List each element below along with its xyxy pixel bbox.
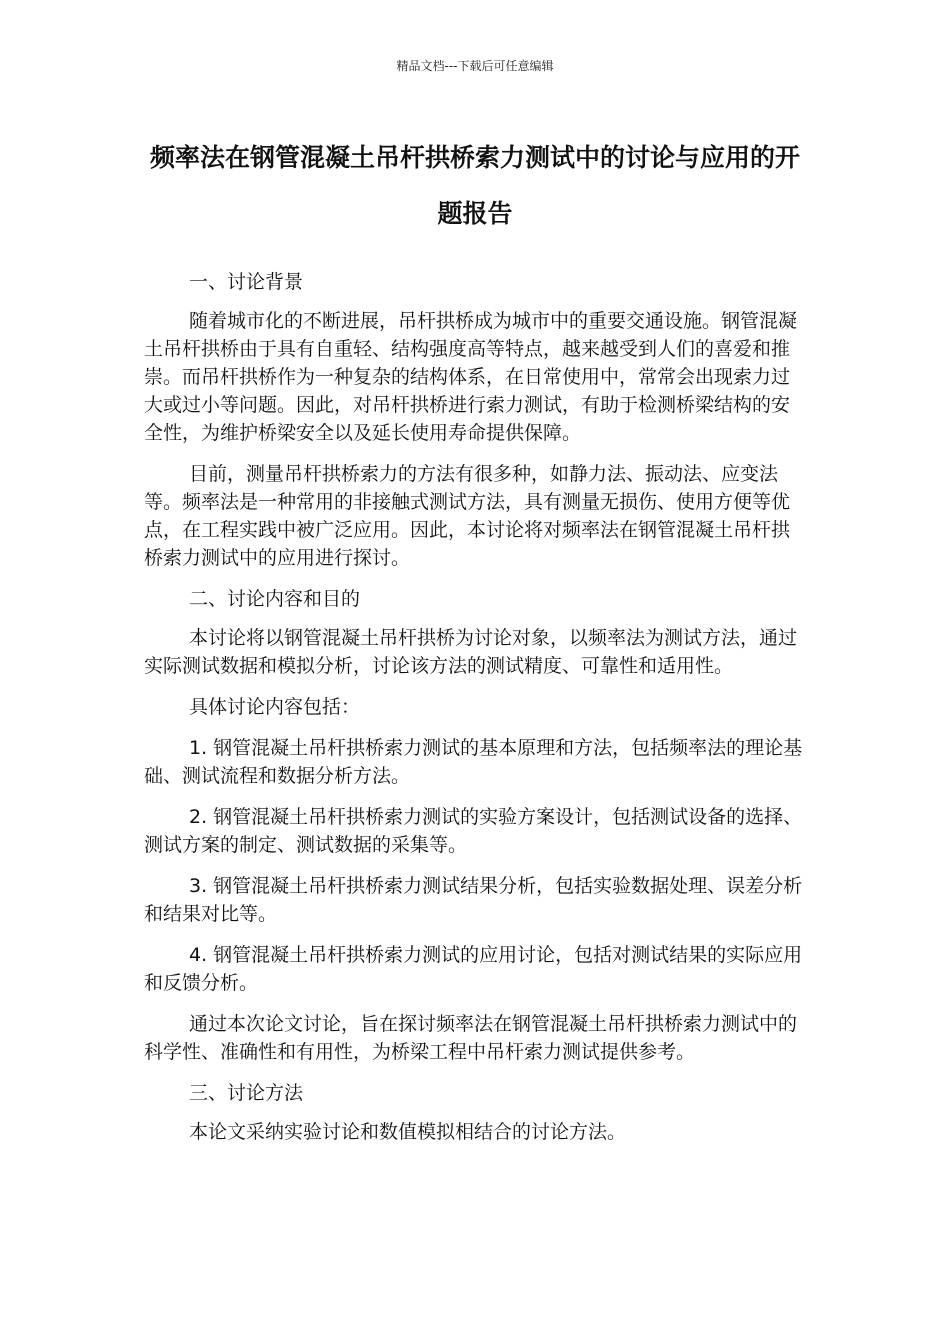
body-paragraph: 本论文采纳实验讨论和数值模拟相结合的讨论方法。 <box>189 1121 627 1143</box>
section-heading-method: 三、讨论方法 <box>189 1082 304 1104</box>
section-heading-content-purpose: 二、讨论内容和目的 <box>189 588 361 610</box>
list-item: 4. 钢管混凝土吊杆拱桥索力测试的应用讨论，包括对测试结果的实际应用和反馈分析。 <box>144 944 803 994</box>
header-note: 精品文档---下载后可任意编辑 <box>396 59 554 73</box>
list-item: 3. 钢管混凝土吊杆拱桥索力测试结果分析，包括实验数据处理、误差分析和结果对比等。 <box>144 875 803 925</box>
body-paragraph: 本讨论将以钢管混凝土吊杆拱桥为讨论对象，以频率法为测试方法，通过实际测试数据和模拟分析，讨论该方法的测试精度、可靠性和适用性。 <box>144 627 798 677</box>
body-paragraph: 通过本次论文讨论，旨在探讨频率法在钢管混凝土吊杆拱桥索力测试中的科学性、准确性和有用性，为桥梁工程中吊杆索力测试提供参考。 <box>144 1013 798 1063</box>
body-paragraph: 随着城市化的不断进展，吊杆拱桥成为城市中的重要交通设施。钢管混凝土吊杆拱桥由于具有自重轻、结构强度高等特点，越来越受到人们的喜爱和推崇。而吊杆拱桥作为一种复杂的结构体系，在日常使用中，常常会出现索力过大或过小等问题。因此，对吊杆拱桥进行索力测试，有助于检测桥梁结构的安全性，为维护桥梁安全以及延长使用寿命提供保障。 <box>144 310 798 444</box>
document-title: 频率法在钢管混凝土吊杆拱桥索力测试中的讨论与应用的开题报告 <box>149 143 800 228</box>
section-heading-background: 一、讨论背景 <box>189 271 304 293</box>
body-paragraph: 具体讨论内容包括： <box>189 696 361 718</box>
body-paragraph: 目前，测量吊杆拱桥索力的方法有很多种，如静力法、振动法、应变法等。频率法是一种常用的非接触式测试方法，具有测量无损伤、使用方便等优点，在工程实践中被广泛应用。因此，本讨论将对频率法在钢管混凝土吊杆拱桥索力测试中的应用进行探讨。 <box>144 463 791 569</box>
document-body <box>144 268 804 1159</box>
list-item: 2. 钢管混凝土吊杆拱桥索力测试的实验方案设计，包括测试设备的选择、测试方案的制定、测试数据的采集等。 <box>144 806 803 856</box>
list-item: 1. 钢管混凝土吊杆拱桥索力测试的基本原理和方法，包括频率法的理论基础、测试流程和数据分析方法。 <box>144 737 803 787</box>
